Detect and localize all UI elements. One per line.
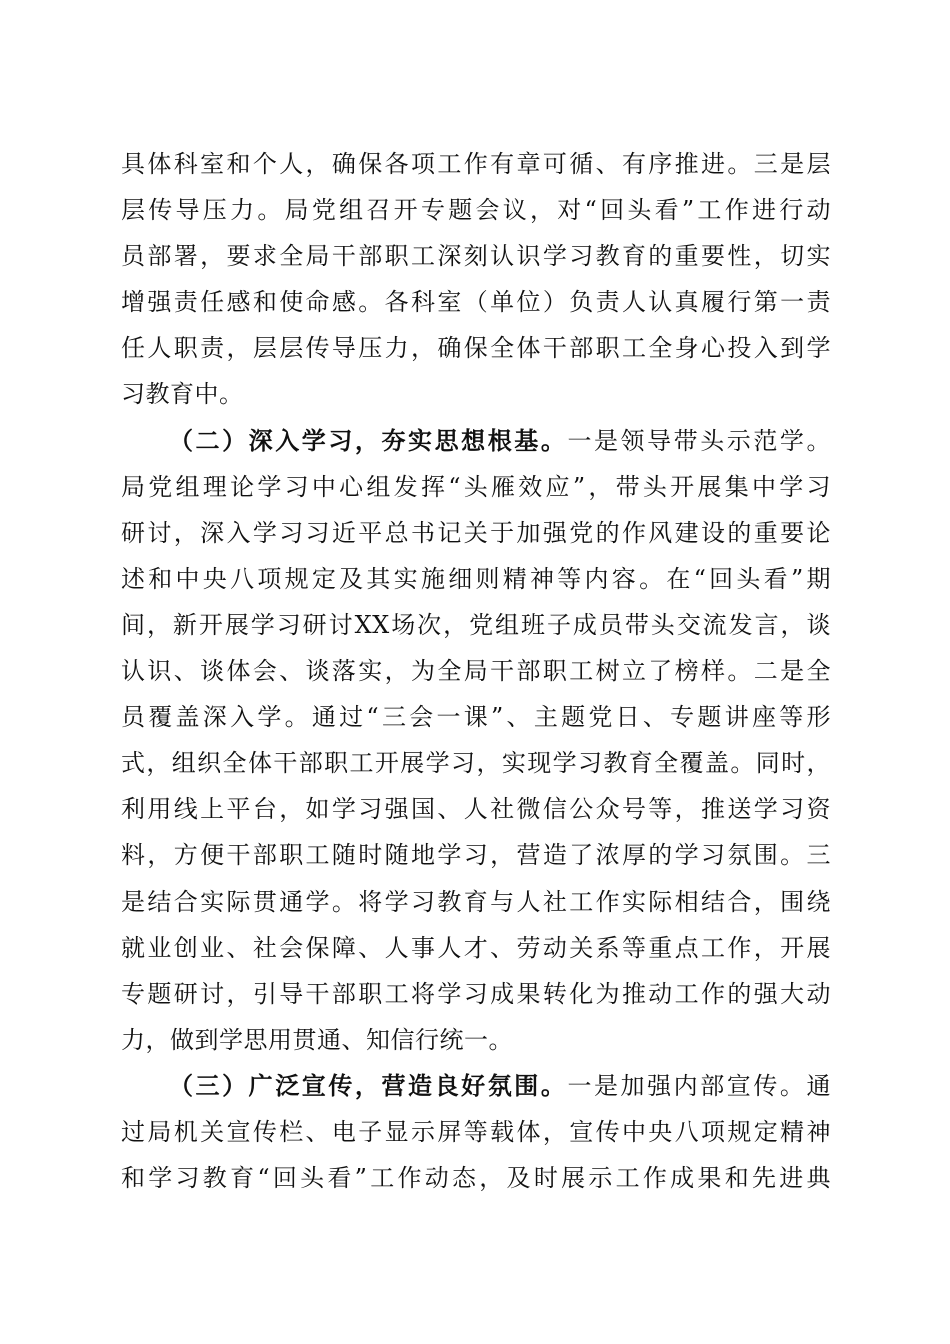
paragraph-first-line [121, 1063, 831, 1109]
text-run: 一是领导带头示范学。 [567, 426, 831, 455]
text-line: 间，新开展学习研讨XX场次，党组班子成员带头交流发言，谈 [121, 610, 831, 639]
text-line: 局党组理论学习中心组发挥“头雁效应”，带头开展集中学习 [121, 472, 831, 501]
text-line: 利用线上平台，如学习强国、人社微信公众号等，推送学习资 [121, 795, 831, 824]
text-line: 述和中央八项规定及其实施细则精神等内容。在“回头看”期 [121, 564, 831, 593]
text-line: 就业创业、社会保障、人事人才、劳动关系等重点工作，开展 [121, 933, 831, 962]
paragraph-2 [121, 418, 831, 1063]
text-line: 和学习教育“回头看”工作动态，及时展示工作成果和先进典 [121, 1164, 831, 1193]
section-heading: （二）深入学习，夯实思想根基。 [169, 426, 568, 455]
document-body [121, 141, 831, 1201]
text-line: 力，做到学思用贯通、知信行统一。 [121, 1025, 513, 1054]
text-line: 料，方便干部职工随时随地学习，营造了浓厚的学习氛围。三 [121, 841, 831, 870]
text-line: 过局机关宣传栏、电子显示屏等载体，宣传中央八项规定精神 [121, 1117, 831, 1146]
section-heading: （三）广泛宣传，营造良好氛围。 [169, 1071, 568, 1100]
paragraph-first-line [121, 418, 831, 464]
text-line: 是结合实际贯通学。将学习教育与人社工作实际相结合，围绕 [121, 887, 831, 916]
paragraph-3 [121, 1063, 831, 1201]
paragraph-1 [121, 141, 831, 418]
text-line: 员部署，要求全局干部职工深刻认识学习教育的重要性，切实 [121, 242, 831, 271]
text-line: 习教育中。 [121, 380, 244, 409]
text-line: 具体科室和个人，确保各项工作有章可循、有序推进。三是层 [121, 150, 831, 178]
text-line: 员覆盖深入学。通过“三会一课”、主题党日、专题讲座等形 [121, 703, 831, 732]
text-line: 层传导压力。局党组召开专题会议，对“回头看”工作进行动 [121, 196, 831, 225]
text-line: 研讨，深入学习习近平总书记关于加强党的作风建设的重要论 [121, 518, 831, 547]
text-line: 认识、谈体会、谈落实，为全局干部职工树立了榜样。二是全 [121, 657, 831, 686]
text-line: 专题研讨，引导干部职工将学习成果转化为推动工作的强大动 [121, 979, 831, 1008]
text-line: 增强责任感和使命感。各科室（单位）负责人认真履行第一责 [121, 288, 831, 317]
text-line: 任人职责，层层传导压力，确保全体干部职工全身心投入到学 [121, 334, 831, 363]
text-run: 一是加强内部宣传。通 [567, 1071, 831, 1100]
text-line: 式，组织全体干部职工开展学习，实现学习教育全覆盖。同时， [121, 749, 831, 778]
